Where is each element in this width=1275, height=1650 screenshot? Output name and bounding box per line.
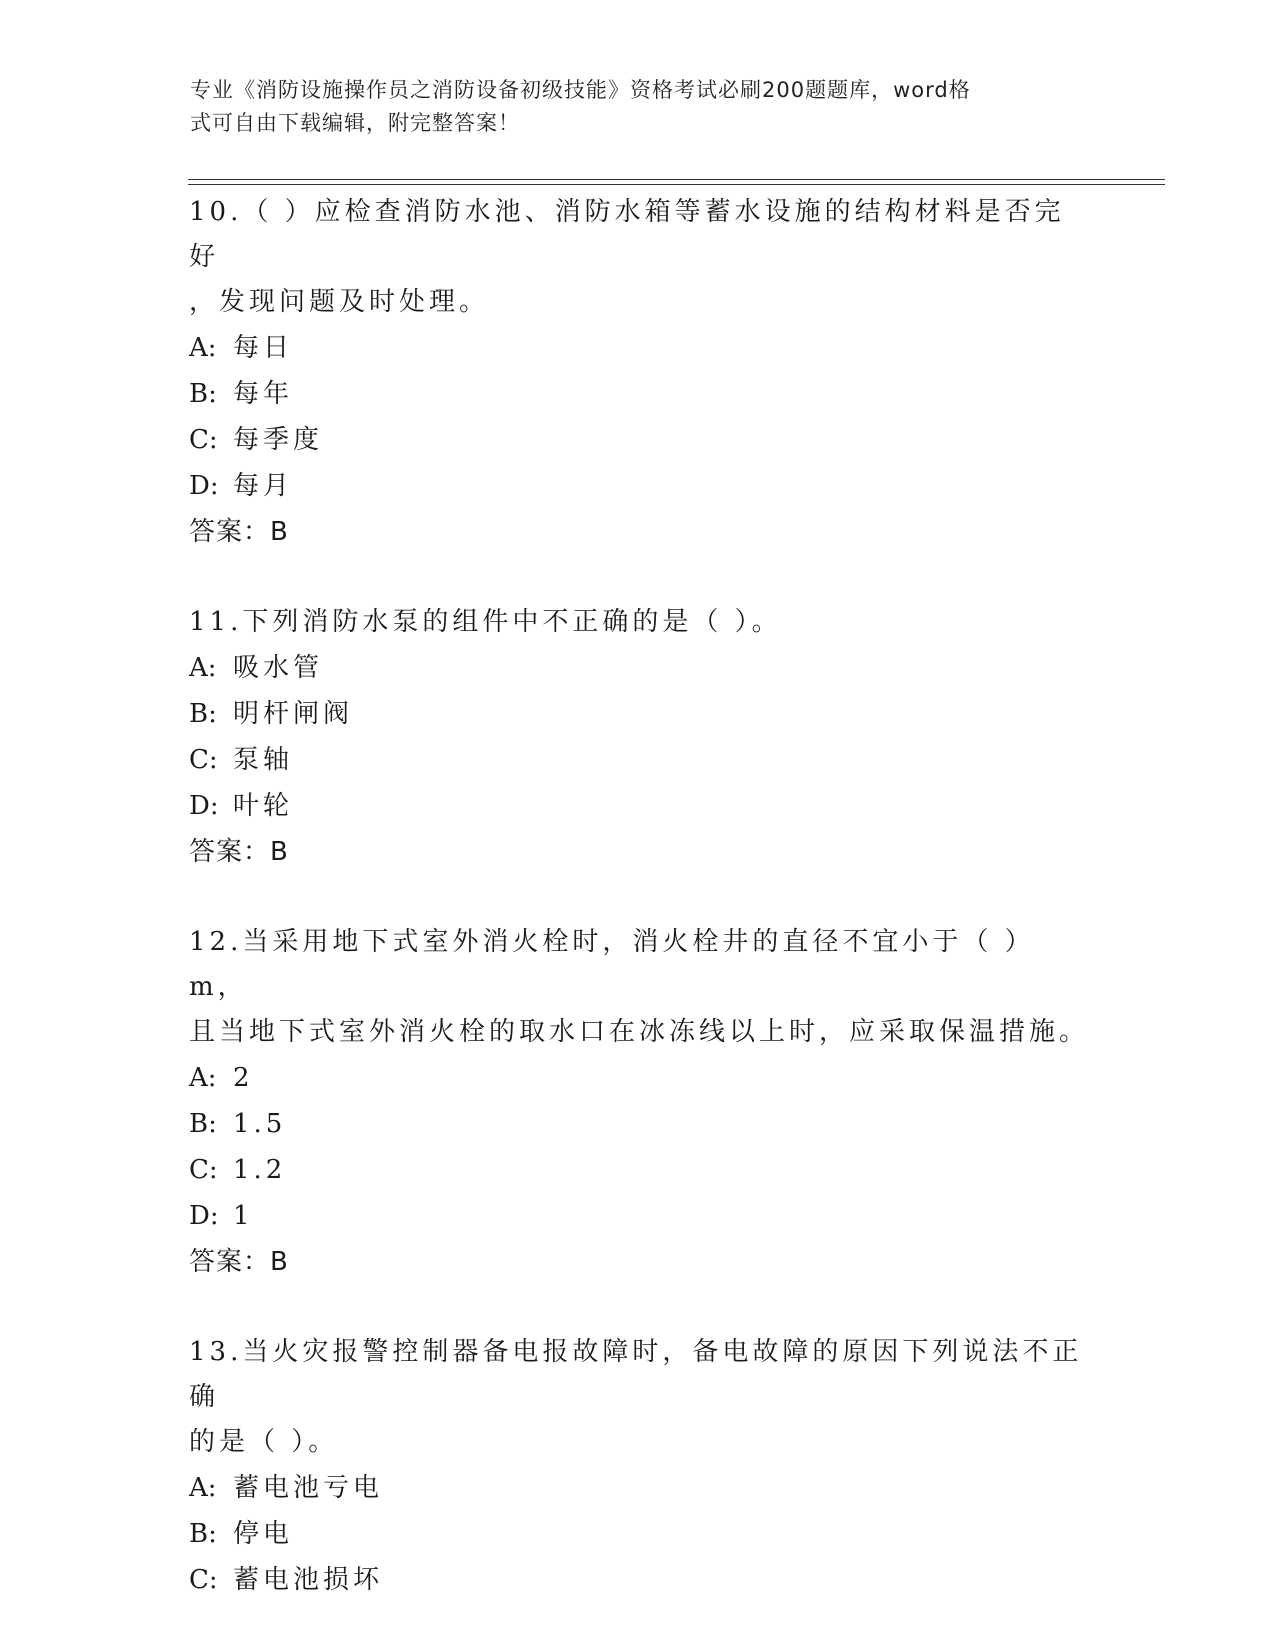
option-c (189, 737, 1089, 783)
option-text: 每月 (233, 471, 294, 501)
option-key: A: (189, 1473, 217, 1503)
option-d (189, 783, 1089, 829)
question-10 (189, 190, 1089, 555)
header-line-2: 式可自由下载编辑，附完整答案！ (190, 111, 520, 135)
option-text: 叶轮 (233, 791, 294, 821)
question-12 (189, 920, 1089, 1285)
option-key: D: (189, 1201, 219, 1231)
option-key: A: (189, 653, 217, 683)
answer-line: 答案：B (189, 1247, 289, 1277)
question-stem-line: 10.（ ）应检查消防水池、消防水箱等蓄水设施的结构材料是否完好 (189, 197, 1065, 272)
option-key: C: (189, 425, 218, 455)
option-key: D: (189, 791, 219, 821)
option-text: 2 (233, 1063, 254, 1093)
option-key: B: (189, 699, 217, 729)
option-c (189, 1557, 1089, 1603)
option-a (189, 645, 1089, 691)
question-spacer (189, 1285, 1089, 1330)
question-stem-line: 13.当火灾报警控制器备电报故障时，备电故障的原因下列说法不正确 (189, 1337, 1083, 1412)
option-text: 每日 (233, 333, 294, 363)
option-d (189, 1193, 1089, 1239)
question-13 (189, 1330, 1089, 1603)
option-c (189, 417, 1089, 463)
option-text: 1 (233, 1201, 254, 1231)
option-key: C: (189, 1155, 218, 1185)
question-spacer (189, 875, 1089, 920)
option-a (189, 325, 1089, 371)
option-text: 明杆闸阀 (233, 699, 354, 729)
option-text: 泵轴 (233, 745, 294, 775)
option-key: B: (189, 1109, 217, 1139)
header-divider-bottom (188, 184, 1165, 185)
answer-line: 答案：B (189, 517, 289, 547)
option-a (189, 1055, 1089, 1101)
question-stem-line: 的是（ ）。 (189, 1427, 339, 1457)
question-stem-line: 12.当采用地下式室外消火栓时，消火栓井的直径不宜小于（ ）m， (189, 927, 1035, 1002)
question-spacer (189, 555, 1089, 600)
option-text: 每季度 (233, 425, 324, 455)
option-text: 每年 (233, 379, 294, 409)
option-key: C: (189, 745, 218, 775)
question-11 (189, 600, 1089, 875)
question-stem-line: 11.下列消防水泵的组件中不正确的是（ ）。 (189, 607, 782, 637)
option-key: C: (189, 1565, 218, 1595)
option-text: 1.2 (233, 1155, 287, 1185)
document-header (190, 74, 1080, 140)
option-key: D: (189, 471, 219, 501)
option-d (189, 463, 1089, 509)
option-key: A: (189, 333, 217, 363)
option-text: 蓄电池损坏 (233, 1565, 384, 1595)
option-key: B: (189, 1519, 217, 1549)
answer-line: 答案：B (189, 837, 289, 867)
option-text: 蓄电池亏电 (233, 1473, 384, 1503)
option-b (189, 1511, 1089, 1557)
header-line-1: 专业《消防设施操作员之消防设备初级技能》资格考试必刷200题题库，word格 (190, 78, 971, 102)
option-b (189, 1101, 1089, 1147)
option-a (189, 1465, 1089, 1511)
option-text: 1.5 (233, 1109, 287, 1139)
question-list (189, 190, 1089, 1603)
option-text: 停电 (233, 1519, 294, 1549)
question-stem-line: ，发现问题及时处理。 (189, 287, 490, 317)
option-key: A: (189, 1063, 217, 1093)
option-b (189, 371, 1089, 417)
option-c (189, 1147, 1089, 1193)
question-stem-line: 且当地下式室外消火栓的取水口在冰冻线以上时，应采取保温措施。 (189, 1017, 1090, 1047)
option-key: B: (189, 379, 217, 409)
option-text: 吸水管 (233, 653, 324, 683)
header-divider-top (188, 179, 1165, 180)
option-b (189, 691, 1089, 737)
